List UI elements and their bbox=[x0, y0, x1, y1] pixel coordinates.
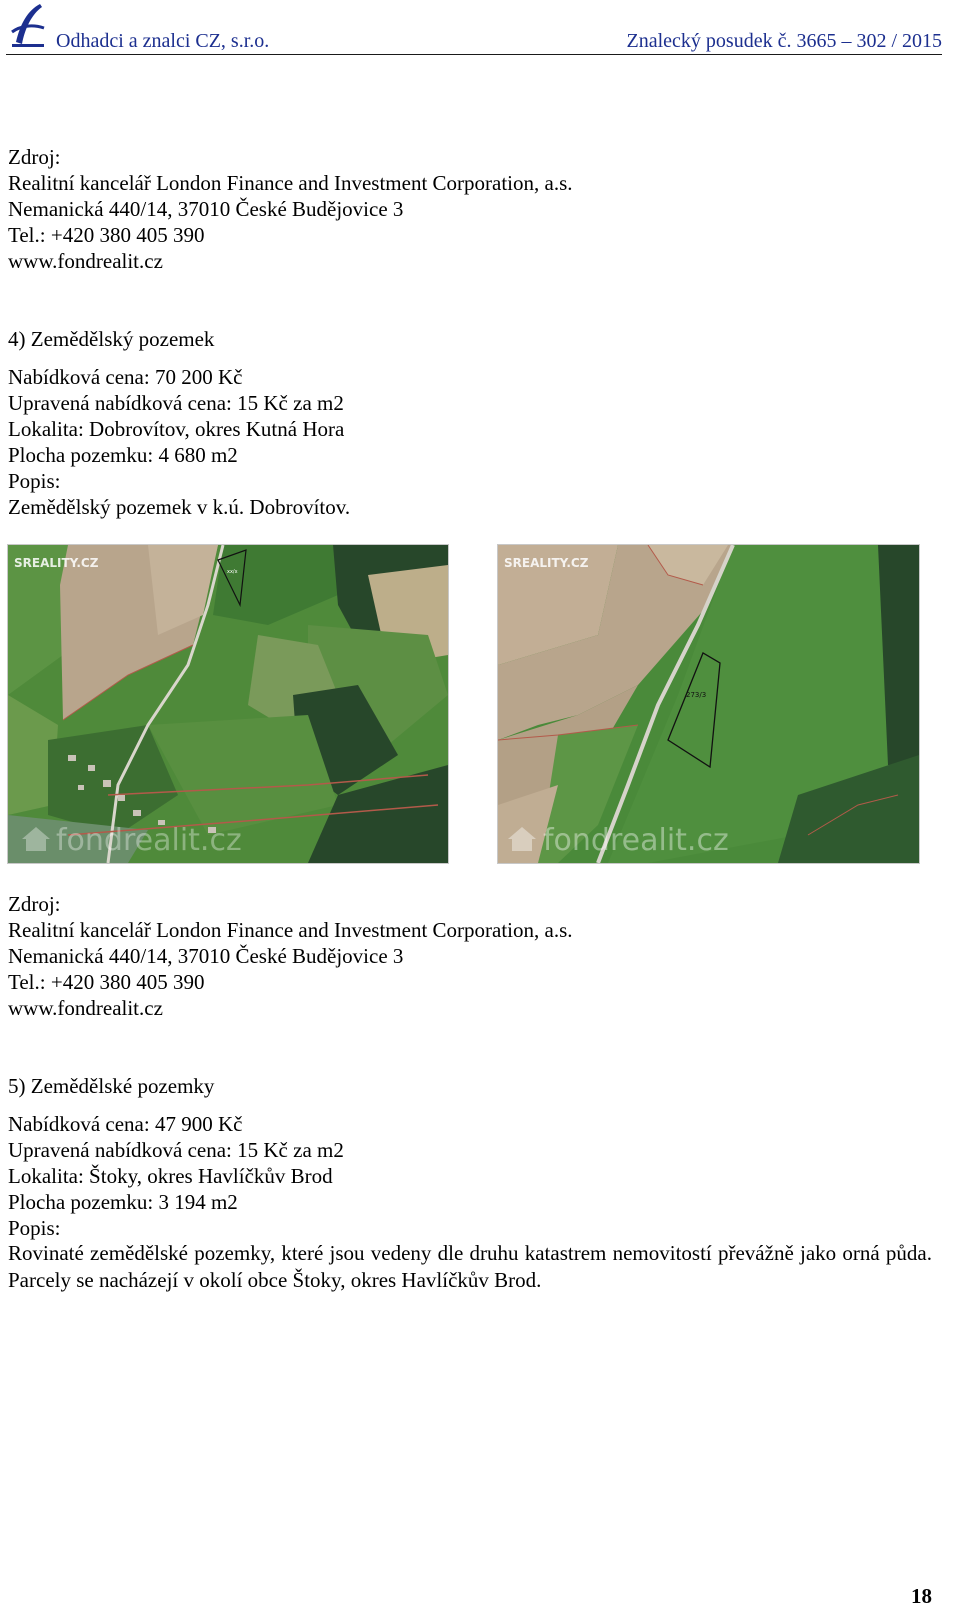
listing-heading: 5) Zemědělské pozemky bbox=[8, 1074, 215, 1098]
source-label: Zdroj: bbox=[8, 892, 61, 916]
page-header bbox=[6, 0, 942, 55]
source-agency: Realitní kancelář London Finance and Investment Corporation, a.s. bbox=[8, 918, 573, 942]
page-number: 18 bbox=[911, 1584, 932, 1608]
source-address: Nemanická 440/14, 37010 České Budějovice 3 bbox=[8, 944, 404, 968]
source-agency: Realitní kancelář London Finance and Investment Corporation, a.s. bbox=[8, 171, 573, 195]
company-name: Odhadci a znalci CZ, s.r.o. bbox=[56, 30, 270, 52]
listing-description: Zemědělský pozemek v k.ú. Dobrovítov. bbox=[8, 495, 351, 519]
source-phone: Tel.: +420 380 405 390 bbox=[8, 223, 205, 247]
listing-price: Nabídková cena: 70 200 Kč bbox=[8, 365, 243, 389]
source-web: www.fondrealit.cz bbox=[8, 996, 163, 1020]
company-logo-icon bbox=[10, 2, 46, 50]
listing-adjusted-price: Upravená nabídková cena: 15 Kč za m2 bbox=[8, 1138, 344, 1162]
listing-description-label: Popis: bbox=[8, 469, 61, 493]
source-address: Nemanická 440/14, 37010 České Budějovice 3 bbox=[8, 197, 404, 221]
sreality-logo-text: SREALITY.CZ bbox=[14, 556, 99, 570]
listing-description-label: Popis: bbox=[8, 1216, 61, 1240]
aerial-photo-right bbox=[498, 545, 919, 863]
aerial-map-left bbox=[7, 544, 449, 864]
source-web: www.fondrealit.cz bbox=[8, 249, 163, 273]
listing-adjusted-price: Upravená nabídková cena: 15 Kč za m2 bbox=[8, 391, 344, 415]
parcel-label: xx/x bbox=[227, 569, 238, 575]
listing-location: Lokalita: Štoky, okres Havlíčkův Brod bbox=[8, 1164, 333, 1188]
listing-area: Plocha pozemku: 3 194 m2 bbox=[8, 1190, 238, 1214]
document-reference: Znalecký posudek č. 3665 – 302 / 2015 bbox=[626, 30, 942, 52]
aerial-map-right bbox=[497, 544, 920, 864]
listing-heading: 4) Zemědělský pozemek bbox=[8, 327, 215, 351]
fondrealit-watermark: fondrealit.cz bbox=[56, 823, 242, 858]
source-label: Zdroj: bbox=[8, 145, 61, 169]
listing-description: Rovinaté zemědělské pozemky, které jsou vedeny dle druhu katastrem nemovitostí převážně jako orná půda. Parcely se nacházejí v okolí obce Štoky, okres Havlíčkův Brod. bbox=[8, 1241, 932, 1292]
parcel-label: 273/3 bbox=[686, 691, 707, 699]
aerial-photo-left bbox=[8, 545, 448, 863]
listing-area: Plocha pozemku: 4 680 m2 bbox=[8, 443, 238, 467]
fondrealit-watermark: fondrealit.cz bbox=[543, 823, 729, 858]
listing-price: Nabídková cena: 47 900 Kč bbox=[8, 1112, 243, 1136]
sreality-logo-text: SREALITY.CZ bbox=[504, 556, 589, 570]
source-phone: Tel.: +420 380 405 390 bbox=[8, 970, 205, 994]
listing-location: Lokalita: Dobrovítov, okres Kutná Hora bbox=[8, 417, 345, 441]
